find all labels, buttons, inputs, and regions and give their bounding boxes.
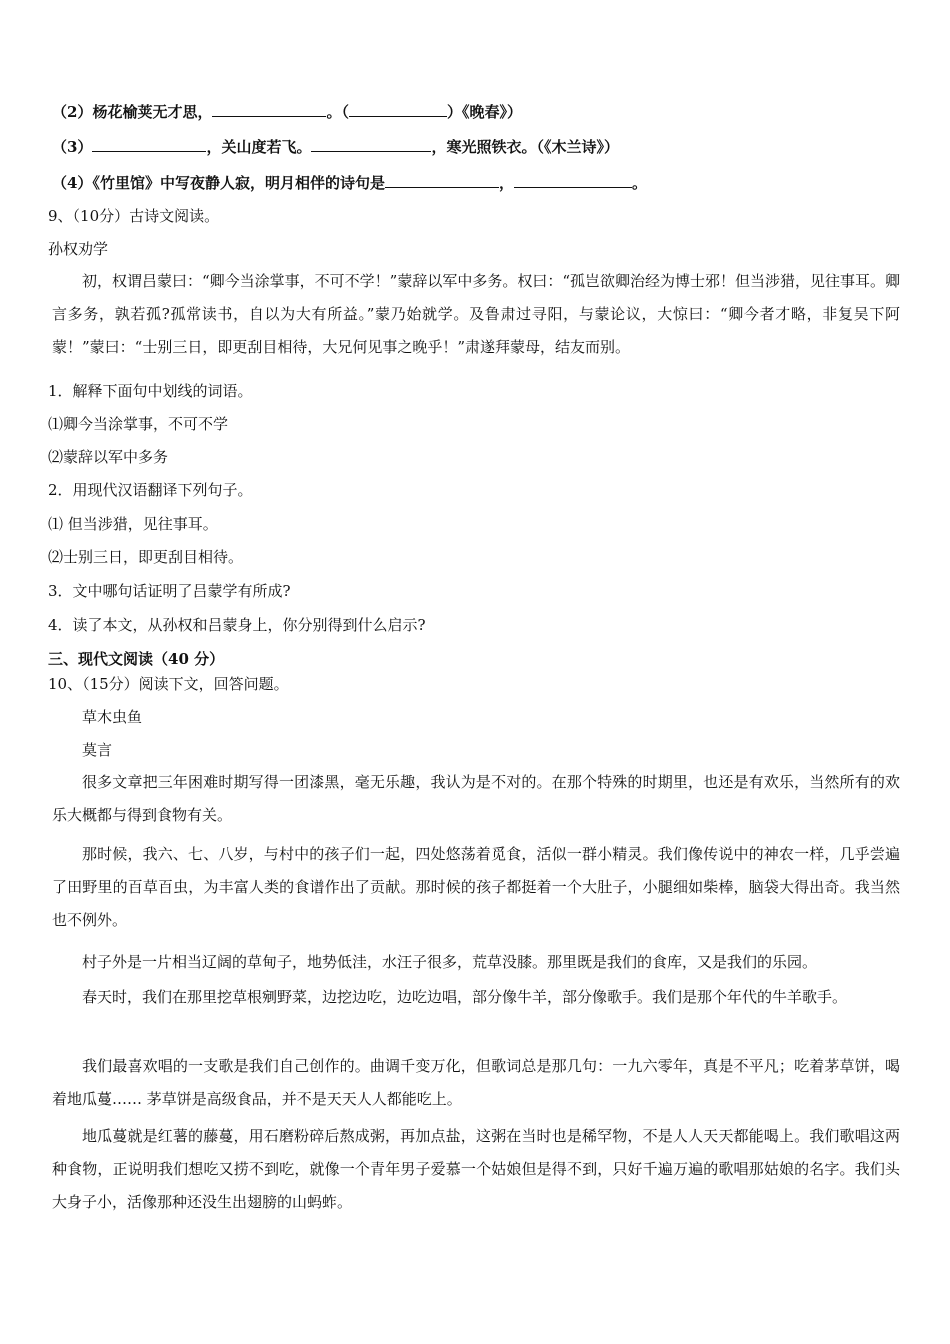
poetry-q2 <box>52 101 522 122</box>
q4-text-c: 。 <box>631 174 647 192</box>
section-3-heading: 三、现代文阅读（40 分） <box>48 650 225 668</box>
q3-number: （3） <box>52 138 93 156</box>
q2-number: （2） <box>52 103 93 121</box>
q4-blank-1[interactable] <box>385 172 499 188</box>
poetry-q3 <box>52 136 619 157</box>
q2-text-b: 。（ <box>326 103 349 121</box>
q4-text-a: 《竹里馆》中写夜静人寂，明月相伴的诗句是 <box>92 174 385 192</box>
q4-text-b: ， <box>498 174 514 192</box>
q10-title: 草木虫鱼 <box>82 708 143 726</box>
q9-item-1-1: ⑴卿今当涂掌事，不可不学 <box>48 415 229 433</box>
q9-header: 9、（10分）古诗文阅读。 <box>48 207 220 225</box>
q9-title: 孙权劝学 <box>48 240 109 258</box>
q2-blank-1[interactable] <box>212 101 326 117</box>
q4-blank-2[interactable] <box>514 172 632 188</box>
q10-author: 莫言 <box>82 741 113 759</box>
q9-item-2: 2．用现代汉语翻译下列句子。 <box>48 481 253 499</box>
q3-text-a: ，关山度若飞。 <box>206 138 312 156</box>
q9-item-1: 1．解释下面句中划线的词语。 <box>48 382 253 400</box>
q3-blank-1[interactable] <box>92 136 206 152</box>
q10-paragraph-6: 地瓜蔓就是红薯的藤蔓，用石磨粉碎后熬成粥，再加点盐，这粥在当时也是稀罕物，不是人人天天都能喝上。我们歌唱这两种食物，正说明我们想吃又捞不到吃，就像一个青年男子爱慕一个姑娘但是得不到，只好千遍万遍的歌唱那姑娘的名字。我们头大身子小，活像那种还没生出翅膀的山蚂蚱。 <box>52 1127 900 1211</box>
q3-text-b: ，寒光照铁衣。（《木兰诗》） <box>431 138 619 156</box>
q9-passage: 初，权谓吕蒙曰：“卿今当涂掌事，不可不学！”蒙辞以军中多务。权曰：“孤岂欲卿治经为博士邪！但当涉猎，见往事耳。卿言多务，孰若孤?孤常读书，自以为大有所益。”蒙乃始就学。及鲁肃过寻阳，与蒙论议，大惊曰：“卿今者才略，非复吴下阿蒙！”蒙曰：“士别三日，即更刮目相待，大兄何见事之晚乎！”肃遂拜蒙母，结友而别。 <box>52 272 901 356</box>
q10-paragraph-5: 我们最喜欢唱的一支歌是我们自己创作的。曲调千变万化，但歌词总是那几句：一九六零年，真是不平凡；吃着茅草饼，喝着地瓜蔓…… 茅草饼是高级食品，并不是天天人人都能吃上。 <box>52 1057 900 1108</box>
q2-text-c: ）《晚春》） <box>446 103 522 121</box>
q9-item-3: 3．文中哪句话证明了吕蒙学有所成? <box>48 582 291 600</box>
q2-text-a: 杨花榆荚无才思， <box>92 103 213 121</box>
q9-item-2-1: ⑴ 但当涉猎，见往事耳。 <box>48 515 218 533</box>
q10-paragraph-1: 很多文章把三年困难时期写得一团漆黑，毫无乐趣，我认为是不对的。在那个特殊的时期里，也还是有欢乐，当然所有的欢乐大概都与得到食物有关。 <box>52 773 900 824</box>
poetry-q4 <box>52 172 647 193</box>
q9-item-1-2: ⑵蒙辞以军中多务 <box>48 448 169 466</box>
q10-paragraph-4: 春天时，我们在那里挖草根剜野菜，边挖边吃，边吃边唱，部分像牛羊，部分像歌手。我们是那个年代的牛羊歌手。 <box>82 988 848 1006</box>
q4-number: （4） <box>52 174 93 192</box>
q9-item-2-2: ⑵士别三日，即更刮目相待。 <box>48 548 244 566</box>
q3-blank-2[interactable] <box>311 136 431 152</box>
q10-header: 10、（15分）阅读下文，回答问题。 <box>48 675 289 693</box>
q2-blank-2[interactable] <box>349 101 447 117</box>
q9-item-4: 4．读了本文，从孙权和吕蒙身上，你分别得到什么启示? <box>48 616 426 634</box>
q10-paragraph-3: 村子外是一片相当辽阔的草甸子，地势低洼，水汪子很多，荒草没膝。那里既是我们的食库，又是我们的乐园。 <box>82 953 818 971</box>
q10-paragraph-2: 那时候，我六、七、八岁，与村中的孩子们一起，四处悠荡着觅食，活似一群小精灵。我们像传说中的神农一样，几乎尝遍了田野里的百草百虫，为丰富人类的食谱作出了贡献。那时候的孩子都挺着一个大肚子，小腿细如柴棒，脑袋大得出奇。我当然也不例外。 <box>52 845 900 929</box>
